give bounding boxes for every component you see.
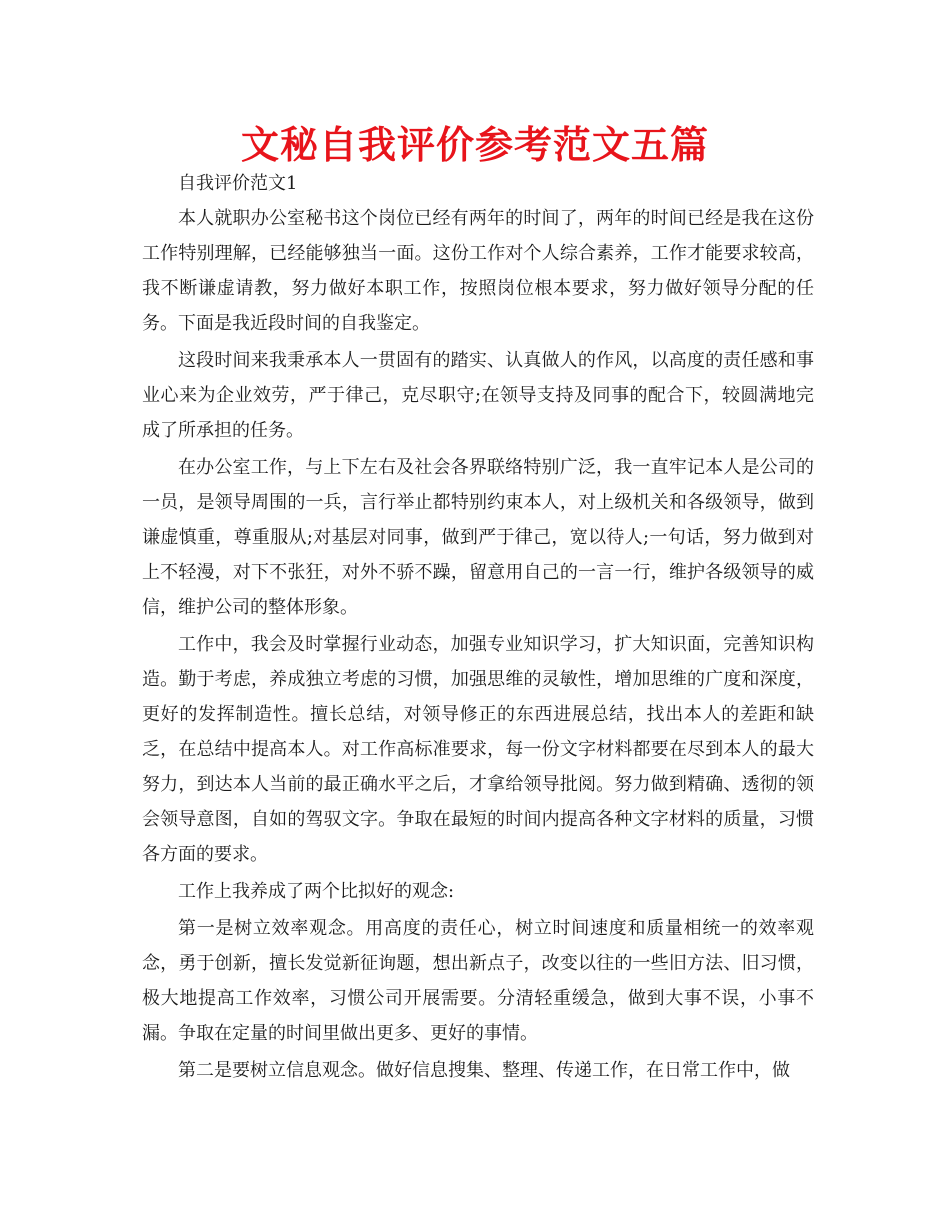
section-subtitle: 自我评价范文1 — [178, 173, 298, 194]
paragraph-5: 工作上我养成了两个比拟好的观念: — [178, 881, 455, 902]
paragraph-7: 第二是要树立信息观念。做好信息搜集、整理、传递工作，在日常工作中，做 — [178, 1060, 790, 1081]
paragraph-4: 工作中，我会及时掌握行业动态，加强专业知识学习，扩大知识面，完善知识构造。勤于考虑，养成独立考虑的习惯，加强思维的灵敏性，增加思维的广度和深度，更好的发挥制造性。擅长总结，对领导修正的东西进展总结，找出本人的差距和缺乏，在总结中提高本人。对工作高标准要求，每一份文字材料都要在尽到本人的最大努力，到达本人当前的最正确水平之后，才拿给领导批阅。努力做到精确、透彻的领会领导意图，自如的驾驭文字。争取在最短的时间内提高各种文字材料的质量，习惯各方面的要求。 — [142, 634, 814, 865]
paragraph-3: 在办公室工作，与上下左右及社会各界联络特别广泛，我一直牢记本人是公司的一员，是领导周围的一兵，言行举止都特别约束本人，对上级机关和各级领导，做到谦虚慎重，尊重服从;对基层对同事，做到严于律己，宽以待人;一句话，努力做到对上不轻漫，对下不张狂，对外不骄不躁，留意用自己的一言一行，维护各级领导的威信，维护公司的整体形象。 — [142, 457, 814, 618]
document-body — [142, 166, 814, 1090]
paragraph-1: 本人就职办公室秘书这个岗位已经有两年的时间了，两年的时间已经是我在这份工作特别理解，已经能够独当一面。这份工作对个人综合素养，工作才能要求较高，我不断谦虚请教，努力做好本职工作，按照岗位根本要求，努力做好领导分配的任务。下面是我近段时间的自我鉴定。 — [142, 208, 814, 334]
paragraph-6: 第一是树立效率观念。用高度的责任心，树立时间速度和质量相统一的效率观念，勇于创新，擅长发觉新征询题，想出新点子，改变以往的一些旧方法、旧习惯，极大地提高工作效率，习惯公司开展需要。分清轻重缓急，做到大事不误，小事不漏。争取在定量的时间里做出更多、更好的事情。 — [142, 918, 814, 1044]
document-title: 文秘自我评价参考范文五篇 — [240, 123, 709, 167]
paragraph-2: 这段时间来我秉承本人一贯固有的踏实、认真做人的作风，以高度的责任感和事业心来为企业效劳，严于律己，克尽职守;在领导支持及同事的配合下，较圆满地完成了所承担的任务。 — [142, 350, 814, 441]
